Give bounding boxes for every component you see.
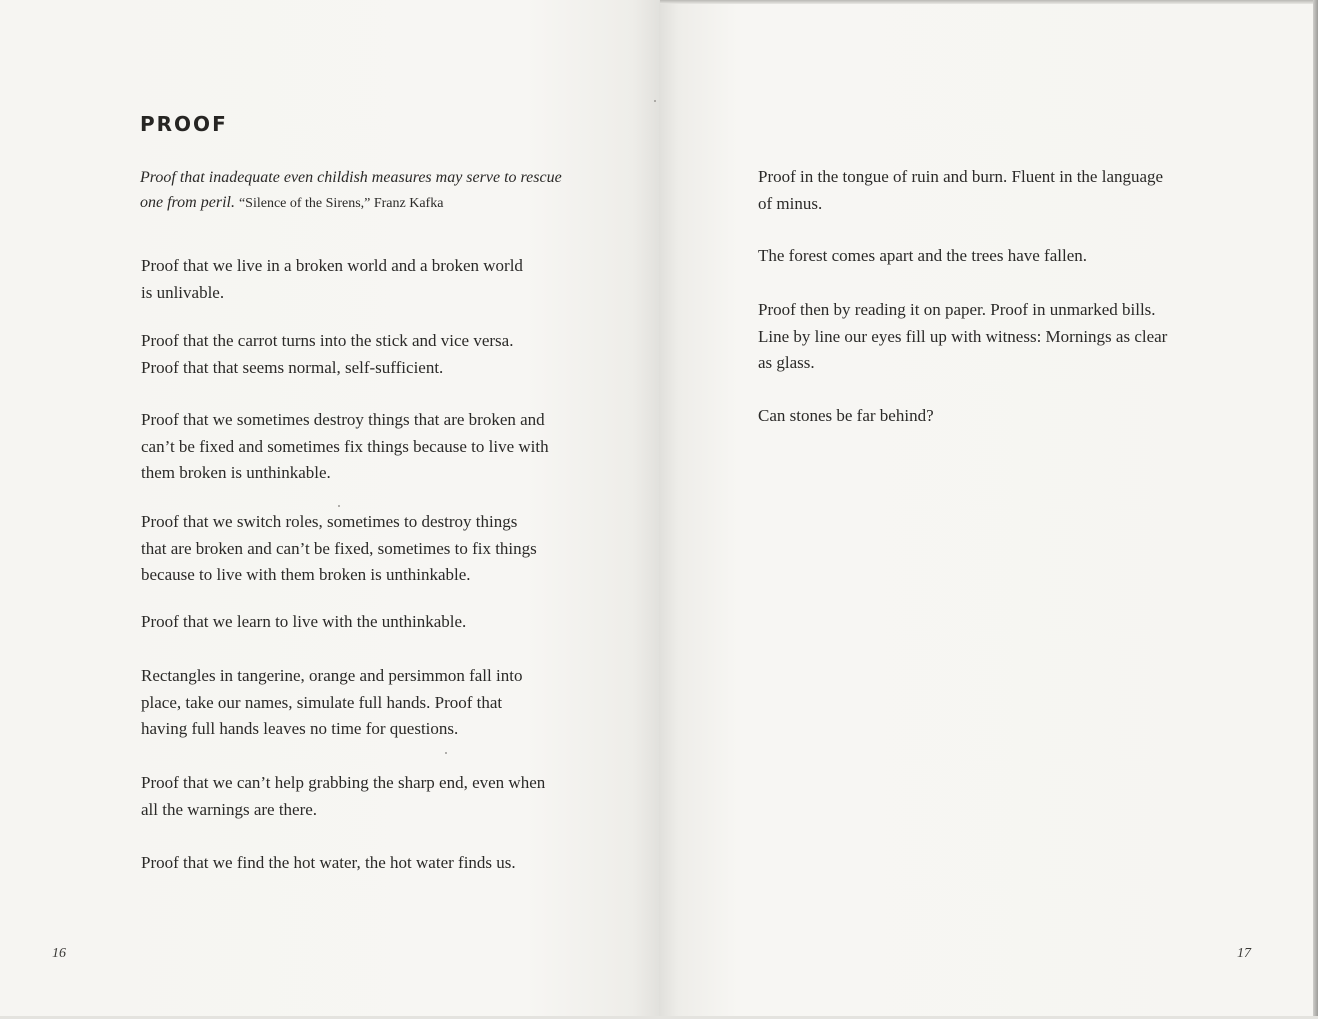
poem-line: that are broken and can’t be fixed, sometimes to fix things xyxy=(141,538,537,558)
poem-line: having full hands leaves no time for questions. xyxy=(141,719,459,738)
stanza-2 xyxy=(141,328,581,381)
poem-title: PROOF xyxy=(140,112,228,136)
paper-speck xyxy=(338,505,340,507)
stanza-1 xyxy=(141,253,581,306)
stanza-10 xyxy=(758,243,1208,270)
poem-line: Proof then by reading it on paper. Proof in unmarked bills. xyxy=(758,300,1156,319)
page-top-edge xyxy=(660,0,1318,4)
poem-line: Proof that we can’t help grabbing the sharp end, even when xyxy=(141,773,546,792)
poem-line: Proof that we sometimes destroy things that are broken and xyxy=(141,410,545,429)
epigraph-quote-line-2: one from peril. xyxy=(140,194,235,211)
right-page xyxy=(659,0,1313,1019)
stanza-5 xyxy=(141,609,581,636)
poem-line: Proof that we learn to live with the unthinkable. xyxy=(141,612,467,631)
stanza-3 xyxy=(141,407,581,487)
stanza-6 xyxy=(141,663,581,743)
paper-speck xyxy=(445,752,447,754)
poem-line: of minus. xyxy=(758,193,823,213)
page-number-left: 16 xyxy=(52,946,66,961)
poem-line: is unlivable. xyxy=(141,282,225,302)
poem-line: Can stones be far behind? xyxy=(758,406,934,425)
stanza-9 xyxy=(758,164,1208,217)
poem-line: as glass. xyxy=(758,353,815,372)
poem-line: Proof that we live in a broken world and a broken world xyxy=(141,256,523,275)
stanza-4 xyxy=(141,509,581,589)
poem-line: them broken is unthinkable. xyxy=(141,463,331,482)
poem-line: Line by line our eyes fill up with witness: Mornings as clear xyxy=(758,326,1168,346)
poem-line: Proof that that seems normal, self-sufficient. xyxy=(141,357,444,377)
paper-speck xyxy=(654,100,656,102)
poem-line: The forest comes apart and the trees have fallen. xyxy=(758,246,1087,265)
poem-line: Proof that we switch roles, sometimes to destroy things xyxy=(141,512,518,531)
epigraph-quote-line-1: Proof that inadequate even childish measures may serve to rescue xyxy=(140,169,562,186)
poem-line: Proof that we find the hot water, the hot water finds us. xyxy=(141,853,516,872)
stanza-8 xyxy=(141,850,581,877)
epigraph xyxy=(140,165,580,216)
poem-line: Proof that the carrot turns into the stick and vice versa. xyxy=(141,331,514,350)
poem-line: Rectangles in tangerine, orange and persimmon fall into xyxy=(141,666,523,685)
stanza-7 xyxy=(141,770,581,823)
poem-line: Proof in the tongue of ruin and burn. Fluent in the language xyxy=(758,167,1164,186)
poem-line: can’t be fixed and sometimes fix things because to live with xyxy=(141,436,549,456)
stanza-12 xyxy=(758,403,1208,430)
poem-line: place, take our names, simulate full hands. Proof that xyxy=(141,692,503,712)
epigraph-source: “Silence of the Sirens,” Franz Kafka xyxy=(238,196,444,211)
stanza-11 xyxy=(758,297,1208,377)
poem-line: because to live with them broken is unthinkable. xyxy=(141,565,471,584)
poem-line: all the warnings are there. xyxy=(141,799,318,819)
page-number-right: 17 xyxy=(1237,946,1251,961)
page-right-edge xyxy=(1313,0,1318,1019)
